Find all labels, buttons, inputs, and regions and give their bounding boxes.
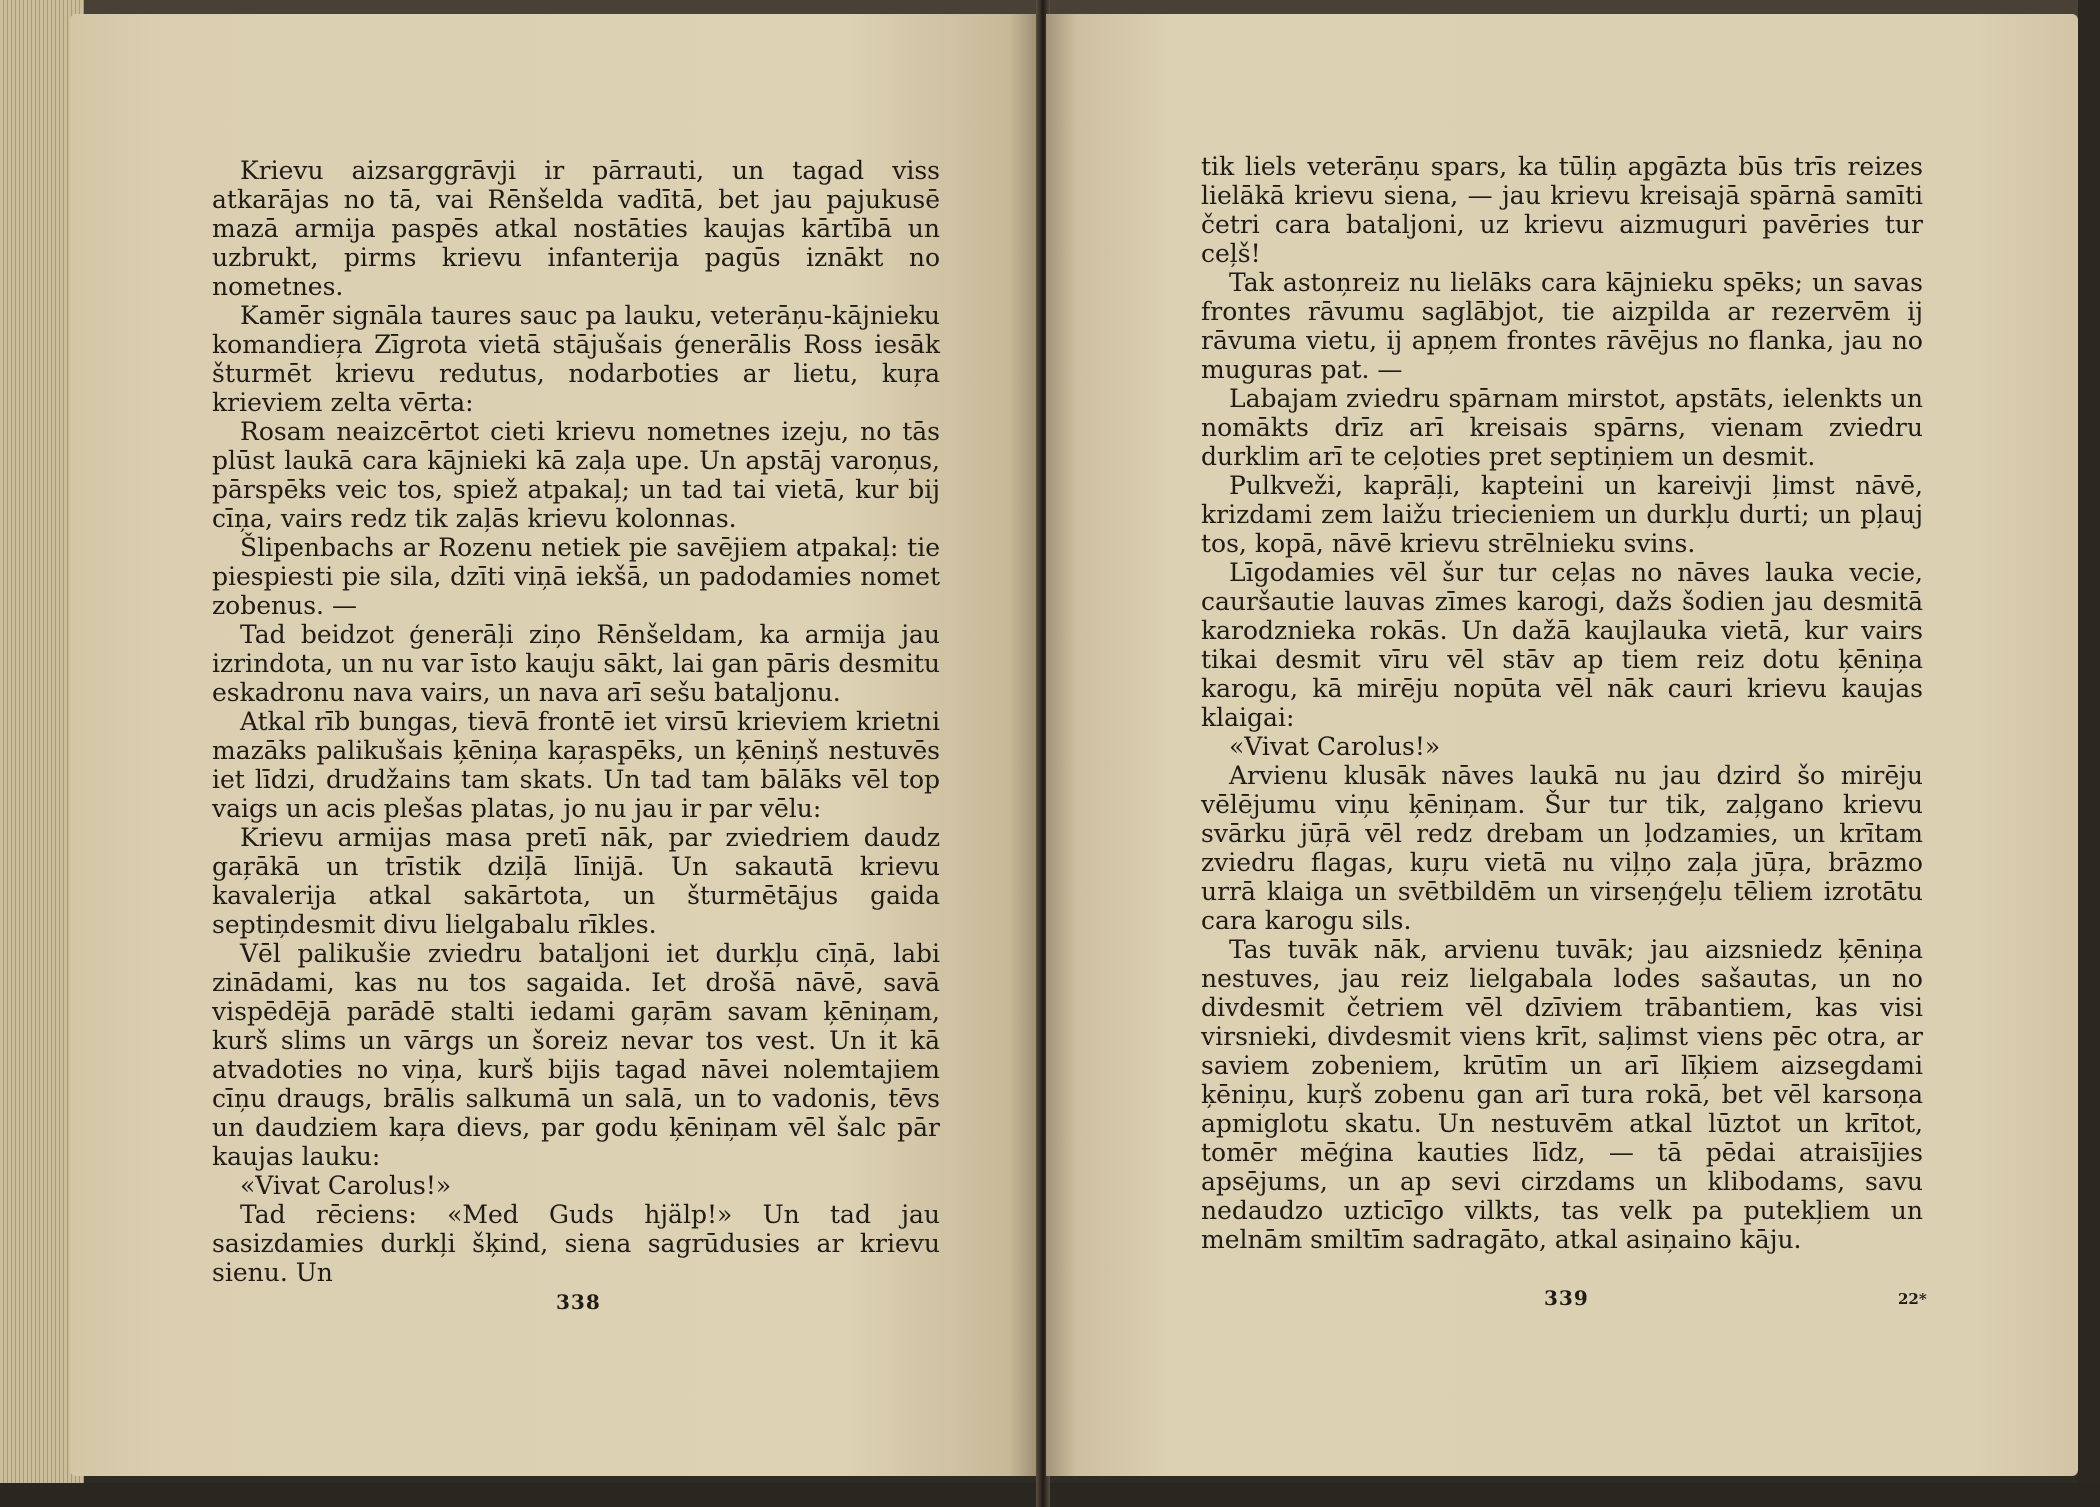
paragraph: Labajam zviedru spārnam mirstot, apstāts, ielenkts un nomākts drīz arī kreisais spārns, vienam zviedru durklim arī te ceļoties pret septiņiem un desmit.: [1201, 384, 1923, 471]
paragraph: Šlipenbachs ar Rozenu netiek pie savējiem atpakaļ: tie piespiesti pie sila, dzīti viņā iekšā, un padodamies nomet zobenus. —: [212, 533, 940, 620]
paragraph: Tad rēciens: «Med Guds hjälp!» Un tad jau sasizdamies durkļi šķind, siena sagrūdusies ar krievu sienu. Un: [212, 1200, 940, 1287]
paragraph: Krievu aizsarggrāvji ir pārrauti, un tagad viss atkarājas no tā, vai Rēnšelda vadītā, bet jau pajukusē mazā armija paspēs atkal nostāties kaujas kārtībā un uzbrukt, pirms krievu infanterija pagūs iznākt no nometnes.: [212, 156, 940, 301]
paragraph: Arvienu klusāk nāves laukā nu jau dzird šo mirēju vēlējumu viņu ķēniņam. Šur tur tik, zaļgano krievu svārku jūŗā vēl redz drebam un ļodzamies, un krītam zviedru flagas, kuŗu vietā nu viļņo zaļa jūŗa, brāzmo urrā klaiga un svētbildēm un virseņģeļu tēliem izrotātu cara karogu sils.: [1201, 761, 1923, 935]
right-page: [1046, 14, 2078, 1476]
paragraph: Tas tuvāk nāk, arvienu tuvāk; jau aizsniedz ķēniņa nestuves, jau reiz lielgabala lodes sašautas, un no divdesmit četriem vēl dzīviem trābantiem, kas visi virsnieki, divdesmit viens krīt, saļimst viens pēc otra, ar saviem zobeniem, krūtīm un arī līķiem aizsegdami ķēniņu, kuŗš zobenu gan arī tura rokā, bet vēl karsoņa apmiglotu skatu. Un nestuvēm atkal lūztot un krītot, tomēr mēģina kauties līdz, — tā pēdai atraisījies apsējums, un ap sevi cirzdams un klibodams, savu nedaudzo uzticīgo vilkts, tas velk pa putekļiem un melnām smiltīm sadragāto, atkal asiņaino kāju.: [1201, 935, 1923, 1254]
left-page-text: [212, 156, 940, 1287]
paragraph: «Vivat Carolus!»: [1229, 732, 1441, 761]
paragraph: Līgodamies vēl šur tur ceļas no nāves lauka vecie, cauršautie lauvas zīmes karogi, dažs šodien jau desmitā karodznieka rokās. Un dažā kaujlauka vietā, kur vairs tikai desmit vīru vēl stāv ap tiem reiz dotu ķēniņa karogu, kā mirēju nopūta vēl nāk cauri krievu kaujas klaigai:: [1201, 558, 1923, 732]
paragraph: Vēl palikušie zviedru bataljoni iet durkļu cīņā, labi zinādami, kas nu tos sagaida. Iet drošā nāvē, savā vispēdējā parādē stalti iedami gaŗām savam ķēniņam, kurš slims un vārgs un šoreiz nevar tos vest. Un it kā atvadoties no viņa, kurš bijis tagad nāvei nolemtajiem cīņu draugs, brālis salkumā un salā, un to vadonis, tēvs un daudziem kaŗa dievs, par godu ķēniņam vēl šalc pār kaujas lauku:: [212, 939, 940, 1171]
paragraph: tik liels veterāņu spars, ka tūliņ apgāzta būs trīs reizes lielākā krievu siena, — jau krievu kreisajā spārnā samīti četri cara bataljoni, uz krievu aizmuguri pavēries tur ceļš!: [1201, 152, 1923, 268]
paragraph: Tak astoņreiz nu lielāks cara kājnieku spēks; un savas frontes rāvumu saglābjot, tie aizpilda ar rezervēm ij rāvuma vietu, ij apņem frontes rāvējus no flanka, jau no muguras pat. —: [1201, 268, 1923, 384]
cover-edge-right: [2078, 0, 2100, 1507]
signature-mark: 22*: [1898, 1290, 1927, 1308]
paragraph: Tad beidzot ģenerāļi ziņo Rēnšeldam, ka armija jau izrindota, un nu var īsto kauju sākt, lai gan pāris desmitu eskadronu nava vairs, un nava arī sešu bataljonu.: [212, 620, 940, 707]
page-number-left: 338: [556, 1290, 601, 1314]
paragraph: Pulkveži, kaprāļi, kapteini un kareivji ļimst nāvē, krizdami zem laižu triecieniem un durkļu durti; un pļauj tos, kopā, nāvē krievu strēlnieku svins.: [1201, 471, 1923, 558]
paragraph: Atkal rīb bungas, tievā frontē iet virsū krieviem krietni mazāks palikušais ķēniņa kaŗaspēks, un ķēniņš nestuvēs iet līdzi, drudžains tam skats. Un tad tam bālāks vēl top vaigs un acis plešas platas, jo nu jau ir par vēlu:: [212, 707, 940, 823]
paragraph: «Vivat Carolus!»: [240, 1171, 452, 1200]
left-page: [70, 14, 1038, 1476]
page-number-right: 339: [1544, 1286, 1589, 1310]
right-page-text: [1201, 152, 1923, 1254]
paragraph: Krievu armijas masa pretī nāk, par zviedriem daudz gaŗākā un trīstik dziļā līnijā. Un sakautā krievu kavalerija atkal sakārtota, un šturmētājus gaida septiņdesmit divu lielgabalu rīkles.: [212, 823, 940, 939]
cover-edge-bottom: [0, 1483, 2100, 1507]
paragraph: Kamēr signāla taures sauc pa lauku, veterāņu-kājnieku komandieŗa Zīgrota vietā stājušais ģenerālis Ross iesāk šturmēt krievu redutus, nodarboties ar lietu, kuŗa krieviem zelta vērta:: [212, 301, 940, 417]
paragraph: Rosam neaizcērtot cieti krievu nometnes izeju, no tās plūst laukā cara kājnieki kā zaļa upe. Un apstāj varoņus, pārspēks veic tos, spiež atpakaļ; un tad tai vietā, kur bij cīņa, vairs redz tik zaļās krievu kolonnas.: [212, 417, 940, 533]
